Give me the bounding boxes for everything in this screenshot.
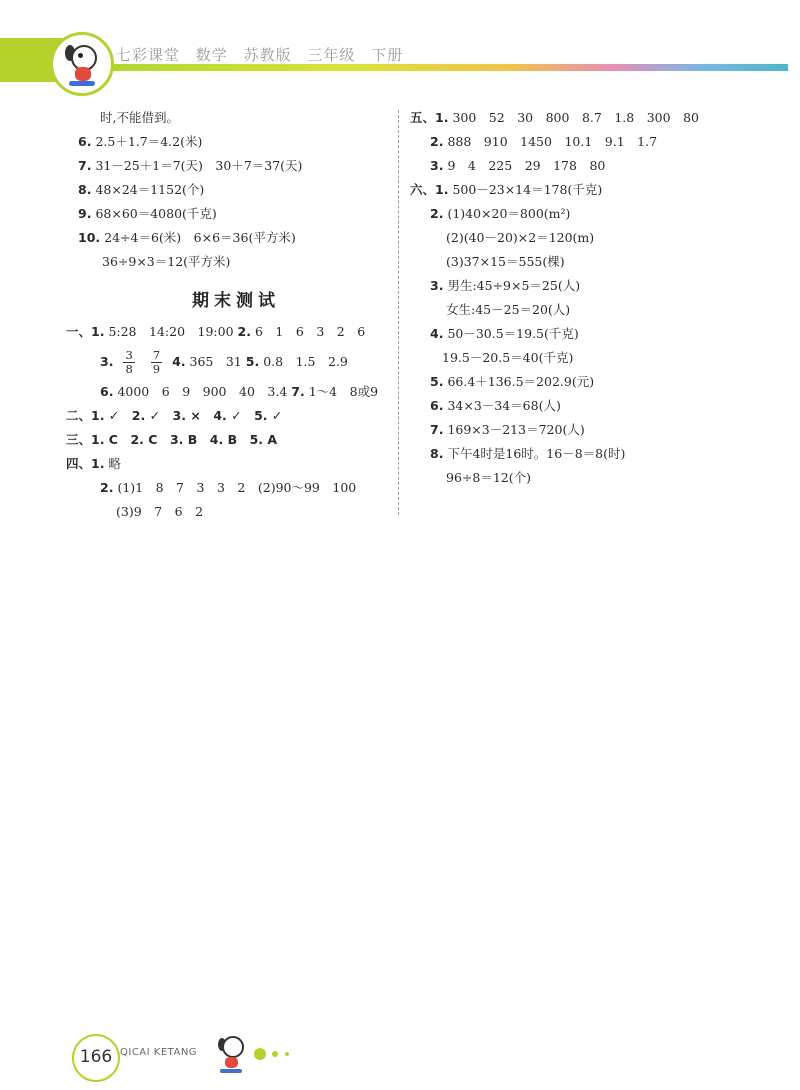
- answer-line: 96÷8＝12(个): [446, 470, 531, 485]
- header-edition: 苏教版: [243, 46, 292, 64]
- answer-line: (2)(40－20)×2＝120(m): [446, 230, 595, 245]
- answer-line: 六、1. 500－23×14＝178(千克): [410, 182, 603, 197]
- page-footer: [0, 1030, 800, 1090]
- header-volume: 下册: [371, 46, 404, 64]
- exam-line: (3)9 7 6 2: [116, 504, 204, 519]
- exam-line: 三、1. C 2. C 3. B 4. B 5. A: [66, 432, 278, 447]
- column-divider: [398, 110, 399, 515]
- fraction: $\frac{3}{8}$: [125, 348, 133, 376]
- answer-line: 女生:45－25＝20(人): [446, 302, 571, 317]
- header-subject: 数学: [195, 46, 228, 64]
- header-series: 七彩课堂: [116, 46, 181, 64]
- decor-dot-icon: [272, 1051, 278, 1057]
- exam-line: 2. (1)1 8 7 3 3 2 (2)90～99 100: [100, 480, 357, 495]
- answer-line: 9. 68×60＝4080(千克): [78, 206, 217, 221]
- answer-line: 19.5－20.5＝40(千克): [442, 350, 574, 365]
- answer-line: 4. 50－30.5＝19.5(千克): [430, 326, 579, 341]
- answer-line: 2. 888 910 1450 10.1 9.1 1.7: [430, 134, 658, 149]
- answer-line: 时,不能借到。: [100, 110, 179, 125]
- answer-line: 五、1. 300 52 30 800 8.7 1.8 300 80: [410, 110, 699, 125]
- right-column: [400, 0, 800, 1090]
- exam-line: 6. 4000 6 9 900 40 3.4 7. 1～4 8或9: [100, 384, 379, 399]
- decor-dot-icon: [285, 1052, 289, 1056]
- section-title: 期末测试: [192, 291, 280, 311]
- answer-line: 7. 31－25＋1＝7(天) 30＋7＝37(天): [78, 158, 303, 173]
- fraction: $\frac{7}{9}$: [152, 348, 161, 376]
- left-column: [0, 0, 398, 1090]
- brand-text: QICAI KETANG: [120, 1047, 198, 1058]
- header-grade: 三年级: [307, 46, 356, 64]
- page-number: 166: [79, 1047, 113, 1067]
- decor-dot-icon: [254, 1048, 266, 1060]
- dog-mascot-icon: [212, 1032, 250, 1082]
- answer-line: 7. 169×3－213＝720(人): [430, 422, 585, 437]
- answer-line: 10. 24÷4＝6(米) 6×6＝36(平方米): [78, 230, 296, 245]
- answer-line: 6. 34×3－34＝68(人): [430, 398, 561, 413]
- answer-line: 8. 下午4时是16时。16－8＝8(时): [430, 446, 626, 461]
- answer-line: 2. (1)40×20＝800(m²): [430, 206, 571, 221]
- answer-line: 3. 9 4 225 29 178 80: [430, 158, 606, 173]
- answer-line: (3)37×15＝555(棵): [446, 254, 565, 269]
- exam-line: 一、1. 5:28 14:20 19:00 2. 6 1 6 3 2 6: [66, 324, 366, 339]
- answer-line: 3. 男生:45÷9×5＝25(人): [430, 278, 581, 293]
- exam-line: 二、1. ✓ 2. ✓ 3. × 4. ✓ 5. ✓: [66, 408, 283, 423]
- answer-line: 6. 2.5＋1.7＝4.2(米): [78, 134, 203, 149]
- page-number-badge: [72, 1034, 120, 1082]
- answer-line: 36÷9×3＝12(平方米): [102, 254, 231, 269]
- exam-line: 3. $\frac{3}{8}$ $\frac{7}{9}$ 4. 365 31 5. 0.8 1.5 2.9: [100, 348, 348, 376]
- answer-line: 8. 48×24＝1152(个): [78, 182, 205, 197]
- answer-line: 5. 66.4＋136.5＝202.9(元): [430, 374, 595, 389]
- exam-line: 四、1. 略: [66, 456, 121, 471]
